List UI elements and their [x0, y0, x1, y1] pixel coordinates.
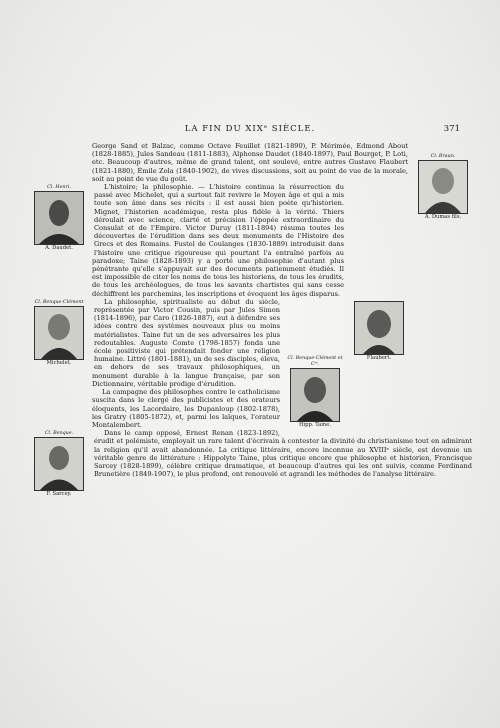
portrait-caption: F. Sarcey.	[46, 491, 72, 498]
paragraph: La campagne des philosophes contre le catholicisme suscita dans le clergé des publicistes et des orateurs éloquents, les Lacordaire, les Dupanloup (1802-1878), les Gratry (1805-1872), et, parmi les laïques, l'orateur Montalembert.	[92, 388, 280, 429]
paragraph: George Sand et Balzac, comme Octave Feuillet (1821-1890), P. Mérimée, Edmond About (1828-1885), Jules Sandeau (1811-1883), Alphonse Daudet (1840-1897), Paul Bourget, P. Loti, etc. Beaucoup d'autres, même de grand talent, ont soulevé, entre autres Gustave Flaubert (1821-1880), Émile Zola (1840-1902), de vives discussions, soit au point de vue de la morale, soit au point de vue du goût.	[92, 142, 408, 183]
portrait-sarcey	[30, 431, 88, 497]
portrait-caption: Hipp. Taine.	[299, 421, 331, 428]
portrait-image	[290, 368, 340, 422]
portrait-image	[418, 160, 468, 214]
portrait-image	[34, 437, 84, 491]
portrait-flaubert	[350, 301, 408, 361]
page-header	[40, 124, 460, 136]
portrait-caption: A. Daudet.	[45, 245, 73, 252]
portrait-caption: Michelet.	[46, 359, 72, 366]
photo-credit: Cl. Benque-Clément et Cⁱᵉ.	[287, 355, 343, 367]
paragraph: Dans le camp opposé, Ernest Renan (1823-1892), érudit et polémiste, employait un rare talent d'écrivain à contester la divinité du christianisme tout en admirant la religion qu'il avait abandonnée. La critique littéraire, encore inconnue au XVIIIᵉ siècle, est devenue un véritable genre de littérature : Hippolyte Taine, plus critique encore que philosophe et historien, Francisque Sarcey (1828-1899), célèbre critique dramatique, et beaucoup d'autres qui les ont suivis, comme Ferdinand Brunetière (1849-1907), le plus profond, ont renouvelé et agrandi les méthodes de l'analyse littéraire.	[94, 429, 472, 479]
running-title: LA FIN DU XIXᵉ SIÈCLE.	[184, 124, 316, 134]
photo-credit: Cl. Henri.	[47, 185, 71, 191]
portrait-taine	[286, 356, 344, 428]
portrait-dumas	[414, 154, 472, 220]
body-text	[34, 142, 472, 612]
portrait-caption: A. Dumas fils.	[424, 214, 462, 220]
portrait-image	[34, 191, 84, 245]
portrait-image	[354, 301, 404, 355]
portrait-caption: Flaubert.	[366, 355, 392, 362]
page-number: 371	[443, 124, 460, 134]
photo-credit: Cl. Benque.	[44, 431, 74, 437]
paragraph: L'histoire; la philosophie. — L'histoire continua la résurrection du passé avec Michelet, qui a surtout fait revivre le Moyen âge et qui a mis toute son âme dans ses récits : il est aussi bien poète qu'historien. Mignet, l'historien académique, resta plus fidèle à la vérité. Thiers déroulait avec science, clarté et précision l'épopée extraordinaire du Consulat et de l'Empire. Victor Duruy (1811-1894) résuma toutes les découvertes de l'érudition dans ses deux monuments de l'Histoire des Grecs et des Romains. Fustel de Coulanges (1830-1889) introduisit dans l'histoire une critique rigoureuse qui pourtant l'a entraîné parfois au paradoxe; Taine (1828-1893) y a porté une philosophie d'autant plus pénétrante qu'elle s'appuyait sur des documents patiemment étudiés. Il est impossible de citer les noms de tous les historiens, de tous les érudits, de tous les archéologues, de tous les savants chartistes qui sans cesse déchiffrent les parchemins, les inscriptions et évoquent les âges disparus.	[92, 183, 344, 298]
portrait-michelet	[30, 300, 88, 366]
portrait-daudet	[30, 185, 88, 251]
paragraph: La philosophie, spiritualiste au début du siècle, représentée par Victor Cousin, puis par Jules Simon (1814-1896), par Caro (1826-1887), eut à défendre ses idées contre des systèmes nouveaux plus ou moins matérialistes. Taine fut un de ses adversaires les plus redoutables. Auguste Comte (1798-1857) fonda une école positiviste qui prétendait fonder une religion humaine. Littré (1801-1881), un de ses disciples, éleva, en dehors de ses travaux philosophiques, un monument durable à la langue française, par son Dictionnaire, véritable prodige d'érudition.	[92, 297, 280, 388]
photo-credit: Cl. Braun.	[430, 154, 456, 159]
portrait-image	[34, 306, 84, 360]
photo-credit: Cl. Benque-Clément	[34, 299, 84, 305]
